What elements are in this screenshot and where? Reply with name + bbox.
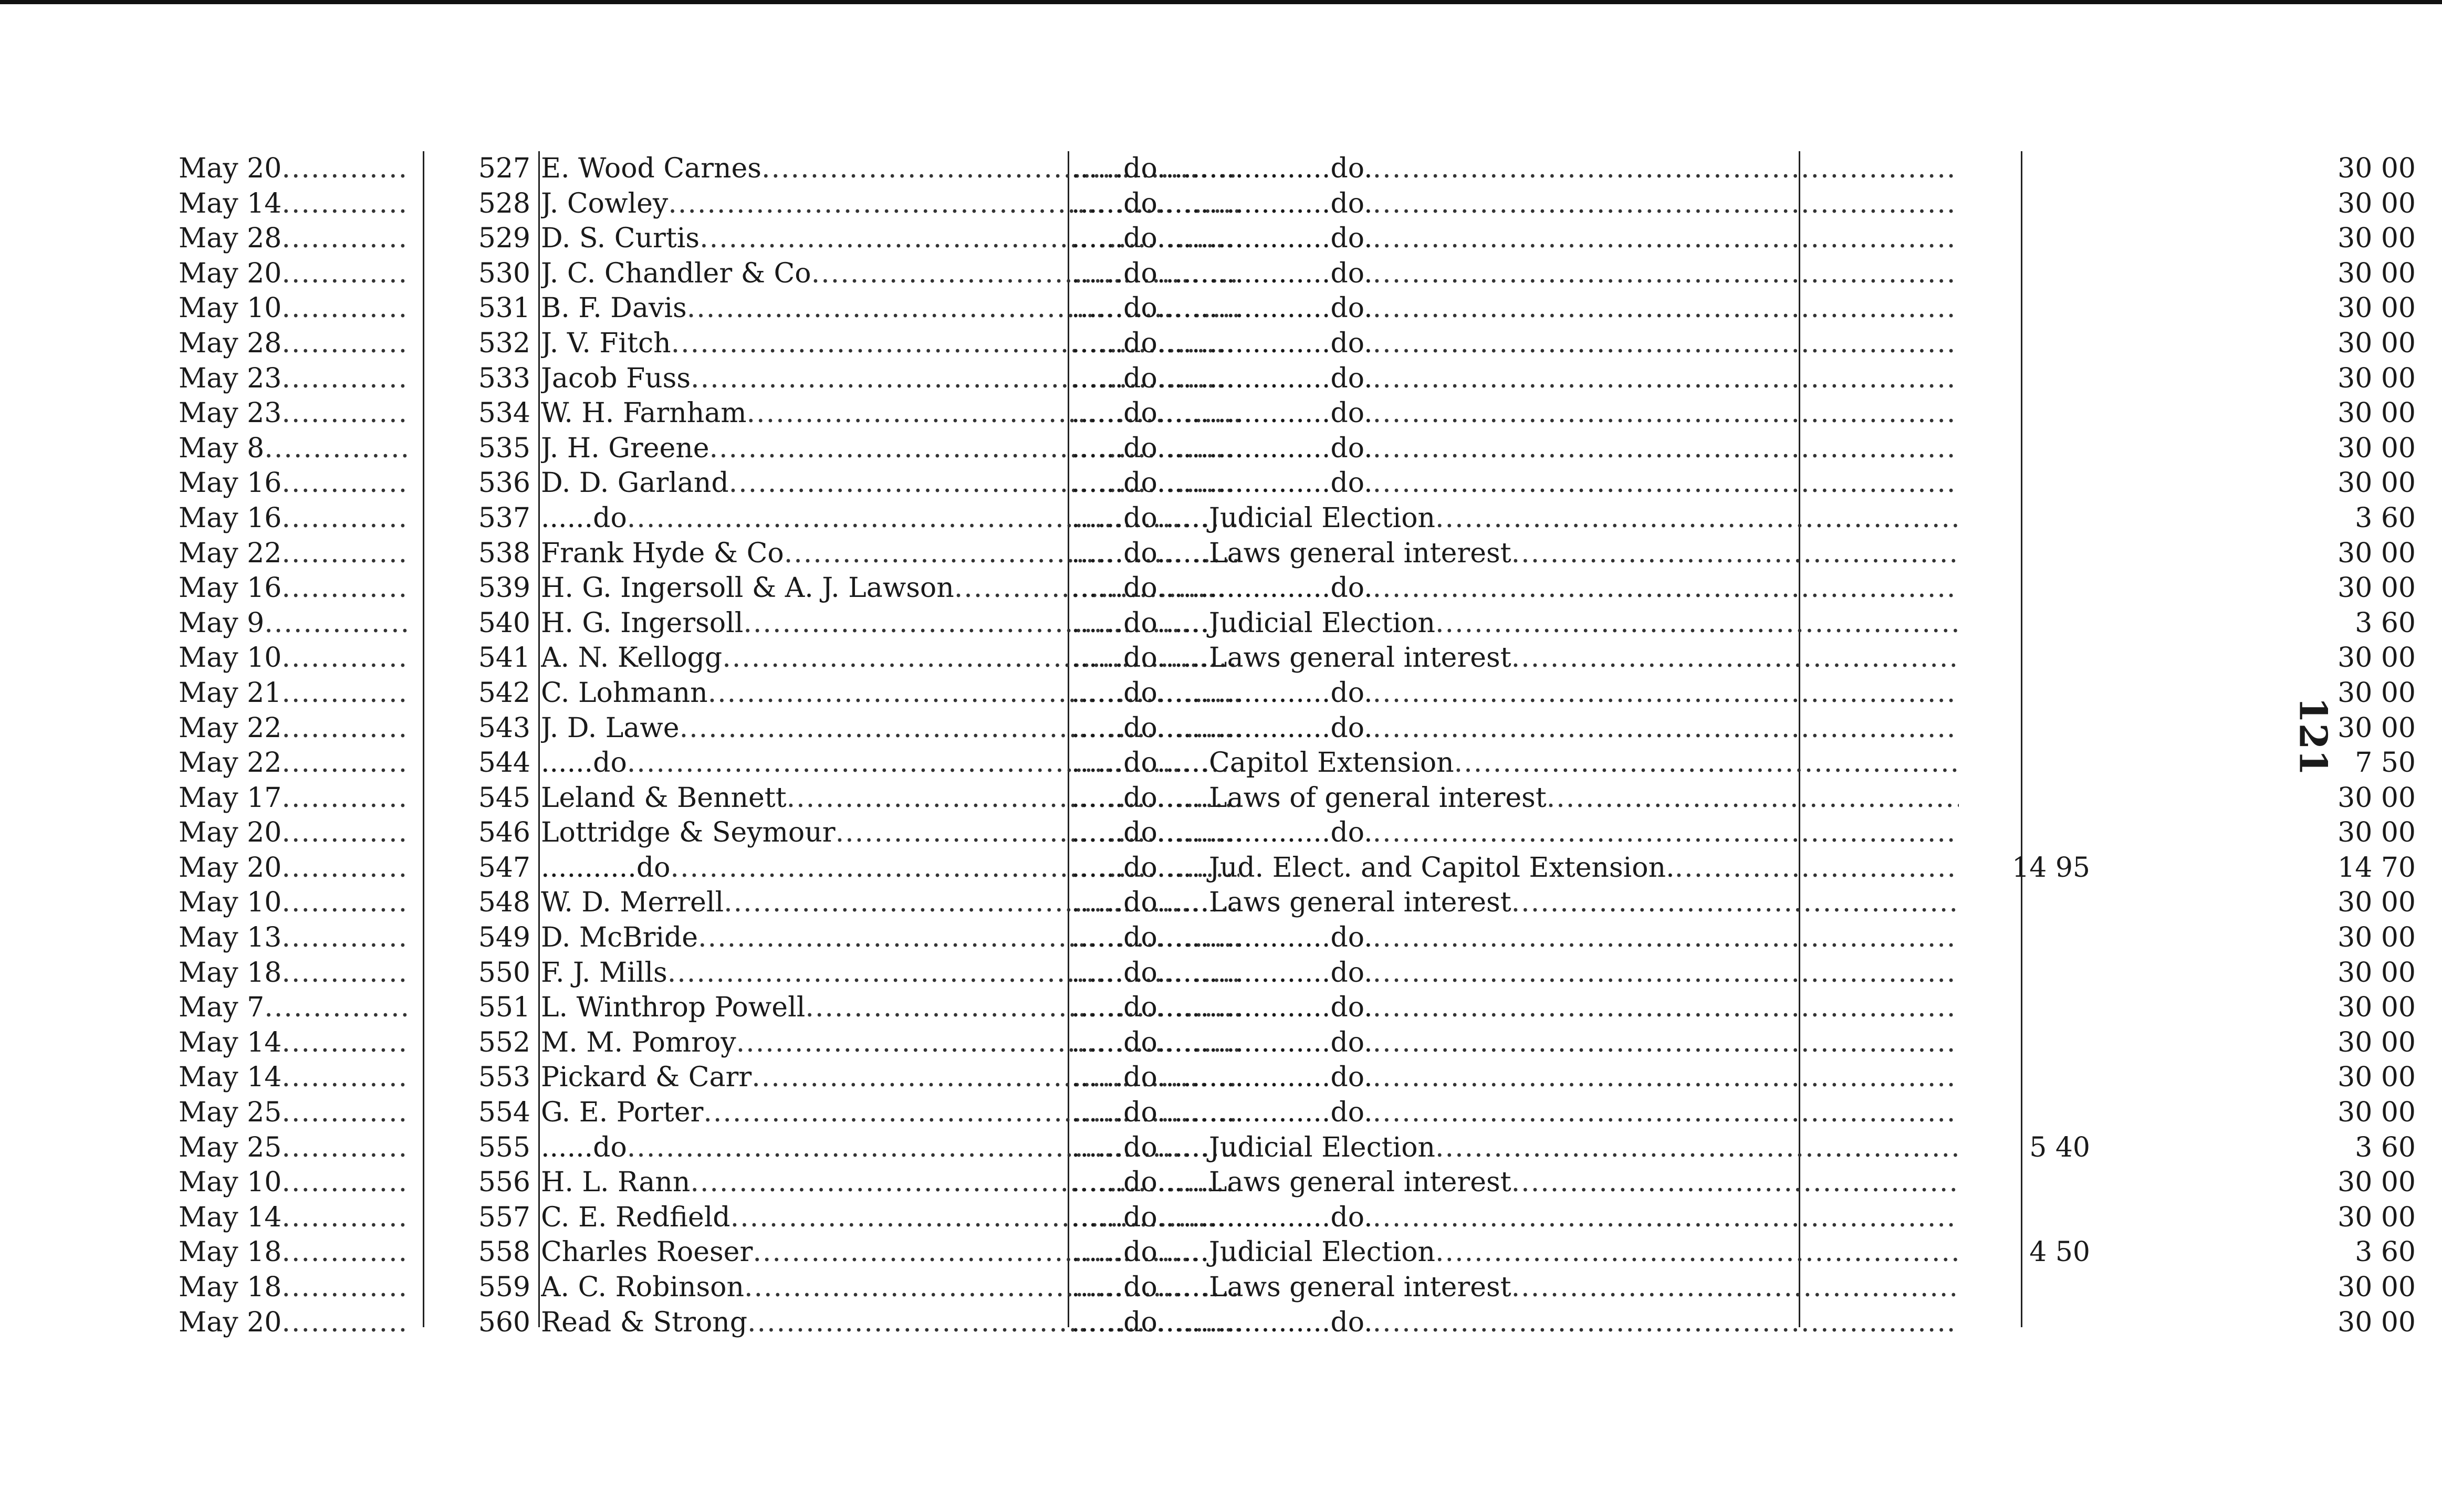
payee-name-cell: Read & Strong ..... [541, 1305, 1239, 1340]
entry-number-cell: 560 [478, 1306, 530, 1338]
paid-amount-cell [1807, 571, 2090, 606]
amount-cell: 30 00 [2337, 362, 2416, 394]
payee-name-cell: J. C. Chandler & Co ..... [541, 256, 1239, 291]
amount-cell: 30 00 [2337, 327, 2416, 359]
table-row [179, 256, 2416, 291]
payee-name-cell: W. H. Farnham ..... [541, 396, 1239, 431]
page-number: 121 [2291, 697, 2336, 776]
payee-name-cell: Pickard & Carr ..... [541, 1060, 1239, 1095]
entry-number-cell: 558 [478, 1236, 530, 1268]
paid-amount-cell [1807, 990, 2090, 1025]
description-cell: ......do....................do. ..... [1071, 1025, 1959, 1060]
description-cell: ......do......Jud. Elect. and Capitol Extension. ..... [1071, 850, 1959, 886]
payee-name-cell: J. D. Lawe ..... [541, 711, 1239, 746]
payee-name-cell: A. N. Kellogg ..... [541, 640, 1239, 676]
date-cell: May 16 ..... [179, 571, 410, 606]
paid-amount-cell [1807, 291, 2090, 326]
entry-number-cell: 532 [478, 327, 530, 359]
description-cell: ......do......Judicial Election ..... [1071, 1235, 1959, 1270]
description-cell: ......do......Laws general interest ..... [1071, 640, 1959, 676]
payee-name-cell: D. McBride ..... [541, 920, 1239, 956]
paid-amount-cell [1807, 956, 2090, 991]
paid-amount-cell [1807, 1025, 2090, 1060]
payee-name-cell: ......do ..... [541, 746, 1239, 781]
amount-cell: 30 00 [2337, 1167, 2416, 1199]
description-cell: ......do....................do. ..... [1071, 221, 1959, 256]
amount-cell: 30 00 [2337, 677, 2416, 709]
description-cell: ......do....................do. ..... [1071, 151, 1959, 186]
paid-amount-cell [1807, 711, 2090, 746]
date-cell: May 21 ..... [179, 676, 410, 711]
amount-cell: 30 00 [2337, 257, 2416, 289]
top-border [0, 0, 2442, 4]
table-row [179, 361, 2416, 396]
payee-name-cell: H. G. Ingersoll & A. J. Lawson ..... [541, 571, 1239, 606]
amount-cell: 30 00 [2337, 1306, 2416, 1338]
table-row [179, 151, 2416, 186]
entry-number-cell: 546 [478, 817, 530, 849]
date-cell: May 10 ..... [179, 1165, 410, 1200]
entry-number-cell: 554 [478, 1097, 530, 1129]
paid-amount-cell: 14 95 [2012, 852, 2090, 884]
amount-cell: 30 00 [2337, 1201, 2416, 1233]
paid-amount-cell [1807, 256, 2090, 291]
description-cell: ......do......Laws of general interest ..... [1071, 781, 1959, 816]
paid-amount-cell [1807, 1165, 2090, 1200]
payee-name-cell: Leland & Bennett ..... [541, 781, 1239, 816]
amount-cell: 30 00 [2337, 187, 2416, 219]
date-cell: May 16 ..... [179, 466, 410, 501]
table-row [179, 606, 2416, 641]
description-cell: ......do......Laws general interest ..... [1071, 1270, 1959, 1305]
paid-amount-cell [1807, 1270, 2090, 1305]
entry-number-cell: 537 [478, 502, 530, 534]
date-cell: May 10 ..... [179, 291, 410, 326]
description-cell: ......do......Laws general interest ..... [1071, 1165, 1959, 1200]
amount-cell: 30 00 [2337, 1272, 2416, 1303]
paid-amount-cell [1807, 781, 2090, 816]
date-cell: May 8 ..... [179, 431, 410, 466]
description-cell: ......do......Judicial Election ..... [1071, 501, 1959, 536]
payee-name-cell: G. E. Porter ..... [541, 1095, 1239, 1130]
paid-amount-cell [1807, 815, 2090, 850]
table-row [179, 466, 2416, 501]
amount-cell: 30 00 [2337, 642, 2416, 674]
entry-number-cell: 552 [478, 1026, 530, 1058]
table-row [179, 1130, 2416, 1166]
amount-cell: 30 00 [2337, 922, 2416, 954]
date-cell: May 13 ..... [179, 920, 410, 956]
date-cell: May 18 ..... [179, 1235, 410, 1270]
payee-name-cell: Jacob Fuss ..... [541, 361, 1239, 396]
date-cell: May 18 ..... [179, 1270, 410, 1305]
payee-name-cell: ...........do ..... [541, 850, 1239, 886]
date-cell: May 14 ..... [179, 186, 410, 222]
payee-name-cell: Frank Hyde & Co ..... [541, 536, 1239, 571]
entry-number-cell: 556 [478, 1167, 530, 1199]
description-cell: ......do....................do. ..... [1071, 186, 1959, 222]
description-cell: ......do....................do. ..... [1071, 256, 1959, 291]
entry-number-cell: 549 [478, 922, 530, 954]
table-row [179, 1305, 2416, 1340]
date-cell: May 20 ..... [179, 151, 410, 186]
date-cell: May 10 ..... [179, 640, 410, 676]
date-cell: May 25 ..... [179, 1095, 410, 1130]
entry-number-cell: 551 [478, 992, 530, 1024]
date-cell: May 17 ..... [179, 781, 410, 816]
payee-name-cell: ......do ..... [541, 501, 1239, 536]
paid-amount-cell [1807, 536, 2090, 571]
payee-name-cell: L. Winthrop Powell ..... [541, 990, 1239, 1025]
paid-amount-cell [1807, 396, 2090, 431]
date-cell: May 28 ..... [179, 326, 410, 361]
amount-cell: 30 00 [2337, 467, 2416, 499]
amount-cell: 3 60 [2355, 607, 2416, 639]
paid-amount-cell [1807, 326, 2090, 361]
description-cell: ......do....................do. ..... [1071, 1060, 1959, 1095]
table-row [179, 396, 2416, 431]
amount-cell: 3 60 [2355, 1131, 2416, 1163]
date-cell: May 20 ..... [179, 1305, 410, 1340]
description-cell: ......do....................do. ..... [1071, 466, 1959, 501]
entry-number-cell: 550 [478, 957, 530, 989]
entry-number-cell: 553 [478, 1062, 530, 1094]
entry-number-cell: 547 [478, 852, 530, 884]
date-cell: May 7 ..... [179, 990, 410, 1025]
paid-amount-cell [1807, 361, 2090, 396]
payee-name-cell: J. H. Greene ..... [541, 431, 1239, 466]
table-row [179, 711, 2416, 746]
date-cell: May 28 ..... [179, 221, 410, 256]
amount-cell: 30 00 [2337, 572, 2416, 604]
date-cell: May 22 ..... [179, 536, 410, 571]
date-cell: May 14 ..... [179, 1060, 410, 1095]
paid-amount-cell [1807, 186, 2090, 222]
date-cell: May 20 ..... [179, 256, 410, 291]
description-cell: ......do......Laws general interest ..... [1071, 885, 1959, 920]
entry-number-cell: 545 [478, 782, 530, 814]
amount-cell: 30 00 [2337, 712, 2416, 744]
table-row [179, 1270, 2416, 1305]
payee-name-cell: B. F. Davis ..... [541, 291, 1239, 326]
description-cell: ......do....................do. ..... [1071, 396, 1959, 431]
entry-number-cell: 530 [478, 257, 530, 289]
payee-name-cell: D. D. Garland ..... [541, 466, 1239, 501]
table-row [179, 1200, 2416, 1235]
amount-cell: 30 00 [2337, 153, 2416, 184]
amount-cell: 14 70 [2337, 852, 2416, 884]
description-cell: ......do....................do. ..... [1071, 815, 1959, 850]
description-cell: ......do....................do. ..... [1071, 956, 1959, 991]
paid-amount-cell [1807, 466, 2090, 501]
table-row [179, 920, 2416, 956]
payee-name-cell: J. V. Fitch ..... [541, 326, 1239, 361]
amount-cell: 30 00 [2337, 817, 2416, 849]
description-cell: ......do....................do. ..... [1071, 571, 1959, 606]
payee-name-cell: D. S. Curtis ..... [541, 221, 1239, 256]
paid-amount-cell [1807, 431, 2090, 466]
payee-name-cell: C. Lohmann ..... [541, 676, 1239, 711]
entry-number-cell: 535 [478, 432, 530, 464]
paid-amount-cell [1807, 606, 2090, 641]
table-row [179, 1025, 2416, 1060]
amount-cell: 30 00 [2337, 1026, 2416, 1058]
description-cell: ......do......Judicial Election ..... [1071, 606, 1959, 641]
payee-name-cell: Lottridge & Seymour ..... [541, 815, 1239, 850]
entry-number-cell: 529 [478, 223, 530, 255]
paid-amount-cell [1807, 676, 2090, 711]
amount-cell: 30 00 [2337, 1097, 2416, 1129]
entry-number-cell: 528 [478, 187, 530, 219]
amount-cell: 30 00 [2337, 782, 2416, 814]
amount-cell: 3 60 [2355, 502, 2416, 534]
payee-name-cell: F. J. Mills ..... [541, 956, 1239, 991]
entry-number-cell: 559 [478, 1272, 530, 1303]
table-row [179, 640, 2416, 676]
entry-number-cell: 536 [478, 467, 530, 499]
table-row [179, 431, 2416, 466]
payee-name-cell: H. L. Rann ..... [541, 1165, 1239, 1200]
description-cell: ......do......Judicial Election ..... [1071, 1130, 1959, 1166]
description-cell: ......do....................do. ..... [1071, 361, 1959, 396]
amount-cell: 30 00 [2337, 537, 2416, 569]
date-cell: May 22 ..... [179, 711, 410, 746]
paid-amount-cell: 4 50 [2029, 1236, 2090, 1268]
entry-number-cell: 542 [478, 677, 530, 709]
amount-cell: 30 00 [2337, 223, 2416, 255]
amount-cell: 3 60 [2355, 1236, 2416, 1268]
date-cell: May 9 ..... [179, 606, 410, 641]
entry-number-cell: 543 [478, 712, 530, 744]
description-cell: ......do......Laws general interest ..... [1071, 536, 1959, 571]
description-cell: ......do....................do. ..... [1071, 676, 1959, 711]
payee-name-cell: Charles Roeser ..... [541, 1235, 1239, 1270]
table-row [179, 850, 2416, 886]
amount-cell: 30 00 [2337, 992, 2416, 1024]
payee-name-cell: W. D. Merrell ..... [541, 885, 1239, 920]
payee-name-cell: M. M. Pomroy ..... [541, 1025, 1239, 1060]
description-cell: ......do....................do. ..... [1071, 291, 1959, 326]
entry-number-cell: 544 [478, 747, 530, 779]
entry-number-cell: 539 [478, 572, 530, 604]
entry-number-cell: 534 [478, 397, 530, 429]
table-row [179, 326, 2416, 361]
table-row [179, 815, 2416, 850]
paid-amount-cell [1807, 920, 2090, 956]
table-row [179, 781, 2416, 816]
description-cell: ......do......Capitol Extension ..... [1071, 746, 1959, 781]
entry-number-cell: 540 [478, 607, 530, 639]
table-row [179, 956, 2416, 991]
entry-number-cell: 541 [478, 642, 530, 674]
date-cell: May 16 ..... [179, 501, 410, 536]
date-cell: May 20 ..... [179, 850, 410, 886]
amount-cell: 30 00 [2337, 292, 2416, 324]
paid-amount-cell [1807, 221, 2090, 256]
amount-cell: 30 00 [2337, 1062, 2416, 1094]
date-cell: May 18 ..... [179, 956, 410, 991]
table-row [179, 1095, 2416, 1130]
description-cell: ......do....................do. ..... [1071, 1095, 1959, 1130]
payee-name-cell: ......do ..... [541, 1130, 1239, 1166]
description-cell: ......do....................do. ..... [1071, 1200, 1959, 1235]
table-row [179, 221, 2416, 256]
entry-number-cell: 533 [478, 362, 530, 394]
date-cell: May 14 ..... [179, 1025, 410, 1060]
payee-name-cell: E. Wood Carnes ..... [541, 151, 1239, 186]
description-cell: ......do....................do. ..... [1071, 920, 1959, 956]
table-row [179, 746, 2416, 781]
description-cell: ......do....................do. ..... [1071, 711, 1959, 746]
paid-amount-cell: 5 40 [2029, 1131, 2090, 1163]
amount-cell: 30 00 [2337, 397, 2416, 429]
paid-amount-cell [1807, 1305, 2090, 1340]
amount-cell: 30 00 [2337, 432, 2416, 464]
table-row [179, 676, 2416, 711]
table-row [179, 885, 2416, 920]
amount-cell: 30 00 [2337, 887, 2416, 919]
paid-amount-cell [1807, 746, 2090, 781]
table-row [179, 1165, 2416, 1200]
description-cell: ......do....................do. ..... [1071, 431, 1959, 466]
entry-number-cell: 548 [478, 887, 530, 919]
paid-amount-cell [1807, 885, 2090, 920]
paid-amount-cell [1807, 1060, 2090, 1095]
date-cell: May 23 ..... [179, 361, 410, 396]
paid-amount-cell [1807, 1200, 2090, 1235]
entry-number-cell: 531 [478, 292, 530, 324]
paid-amount-cell [1807, 501, 2090, 536]
payee-name-cell: J. Cowley ..... [541, 186, 1239, 222]
date-cell: May 23 ..... [179, 396, 410, 431]
amount-cell: 30 00 [2337, 957, 2416, 989]
table-row [179, 186, 2416, 222]
table-row [179, 536, 2416, 571]
entry-number-cell: 538 [478, 537, 530, 569]
payee-name-cell: C. E. Redfield ..... [541, 1200, 1239, 1235]
entry-number-cell: 527 [478, 153, 530, 184]
description-cell: ......do....................do. ..... [1071, 1305, 1959, 1340]
paid-amount-cell [1807, 151, 2090, 186]
description-cell: ......do....................do. ..... [1071, 990, 1959, 1025]
date-cell: May 20 ..... [179, 815, 410, 850]
date-cell: May 22 ..... [179, 746, 410, 781]
paid-amount-cell [1807, 640, 2090, 676]
table-row [179, 501, 2416, 536]
table-row [179, 291, 2416, 326]
table-row [179, 990, 2416, 1025]
date-cell: May 14 ..... [179, 1200, 410, 1235]
description-cell: ......do....................do. ..... [1071, 326, 1959, 361]
date-cell: May 10 ..... [179, 885, 410, 920]
paid-amount-cell [1807, 1095, 2090, 1130]
entry-number-cell: 555 [478, 1131, 530, 1163]
payee-name-cell: H. G. Ingersoll ..... [541, 606, 1239, 641]
date-cell: May 25 ..... [179, 1130, 410, 1166]
table-row [179, 1235, 2416, 1270]
entry-number-cell: 557 [478, 1201, 530, 1233]
table-row [179, 571, 2416, 606]
table-row [179, 1060, 2416, 1095]
amount-cell: 7 50 [2355, 747, 2416, 779]
payee-name-cell: A. C. Robinson ..... [541, 1270, 1239, 1305]
